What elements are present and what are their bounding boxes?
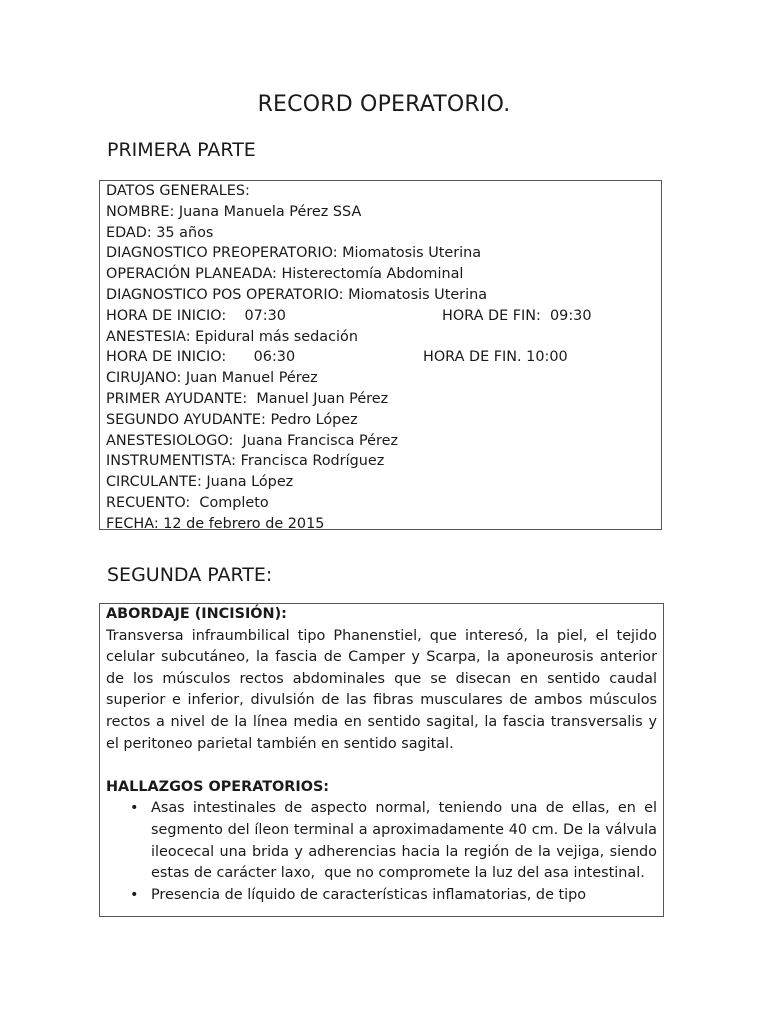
anestesiologo-line: ANESTESIOLOGO: Juana Francisca Pérez: [106, 432, 398, 449]
hallazgo-text: Presencia de líquido de características inflamatorias, de tipo: [151, 886, 587, 903]
abordaje-paragraph: Transversa infraumbilical tipo Phanenstiel, que interesó, la piel, el tejido celular subcutáneo, la fascia de Camper y Scarpa, la aponeurosis anterior de los músculos rectos abdominales que se disecan en sentido caudal superior e inferior, divulsión de las fibras musculares de ambos músculos rectos a nivel de la línea media en sentido sagital, la fascia transversalis y el peritoneo parietal también en sentido sagital.: [106, 627, 657, 752]
document-title: RECORD OPERATORIO.: [257, 92, 511, 117]
hora-fin-2: HORA DE FIN. 10:00: [423, 349, 568, 366]
segundo-ayudante-line: SEGUNDO AYUDANTE: Pedro López: [106, 411, 358, 428]
section-heading-segunda-parte: SEGUNDA PARTE:: [107, 564, 273, 586]
general-data-box: [99, 180, 662, 530]
bullet-icon: •: [130, 886, 139, 903]
diagnostico-posoperatorio-line: DIAGNOSTICO POS OPERATORIO: Miomatosis Uterina: [106, 286, 488, 303]
cirujano-line: CIRUJANO: Juan Manuel Pérez: [106, 370, 318, 387]
hora-inicio-2: HORA DE INICIO: 06:30: [106, 349, 296, 366]
hallazgos-heading: HALLAZGOS OPERATORIOS:: [106, 778, 330, 795]
list-item: [106, 798, 662, 884]
hora-inicio-1: HORA DE INICIO: 07:30: [106, 307, 286, 324]
hallazgos-list: [106, 798, 662, 906]
hora-row-1: [106, 306, 655, 327]
spacer: [106, 755, 657, 777]
bullet-icon: •: [130, 800, 139, 817]
section-heading-primera-parte: PRIMERA PARTE: [107, 139, 256, 161]
circulante-line: CIRCULANTE: Juana López: [106, 474, 294, 491]
list-item: [106, 885, 657, 907]
hallazgo-text: Asas intestinales de aspecto normal, teniendo una de ellas, en el segmento del íleon terminal a aproximadamente 40 cm. De la válvula ileocecal una brida y adherencias hacia la región de la vejiga, siendo estas de carácter laxo, que no compromete la luz del asa intestinal.: [151, 800, 662, 882]
instrumentista-line: INSTRUMENTISTA: Francisca Rodríguez: [106, 453, 385, 470]
abordaje-heading: ABORDAJE (INCISIÓN):: [106, 606, 287, 622]
edad-line: EDAD: 35 años: [106, 224, 214, 241]
nombre-line: NOMBRE: Juana Manuela Pérez SSA: [106, 203, 362, 220]
datos-generales-line: DATOS GENERALES:: [106, 183, 250, 199]
operacion-planeada-line: OPERACIÓN PLANEADA: Histerectomía Abdominal: [106, 266, 464, 283]
fecha-line: FECHA: 12 de febrero de 2015: [106, 515, 325, 532]
primer-ayudante-line: PRIMER AYUDANTE: Manuel Juan Pérez: [106, 390, 389, 407]
diagnostico-preoperatorio-line: DIAGNOSTICO PREOPERATORIO: Miomatosis Uterina: [106, 245, 482, 262]
hora-fin-1: HORA DE FIN: 09:30: [442, 307, 592, 324]
hora-row-2: [106, 347, 655, 368]
surgical-details-box: [99, 603, 664, 917]
anestesia-line: ANESTESIA: Epidural más sedación: [106, 328, 358, 345]
recuento-line: RECUENTO: Completo: [106, 494, 269, 511]
